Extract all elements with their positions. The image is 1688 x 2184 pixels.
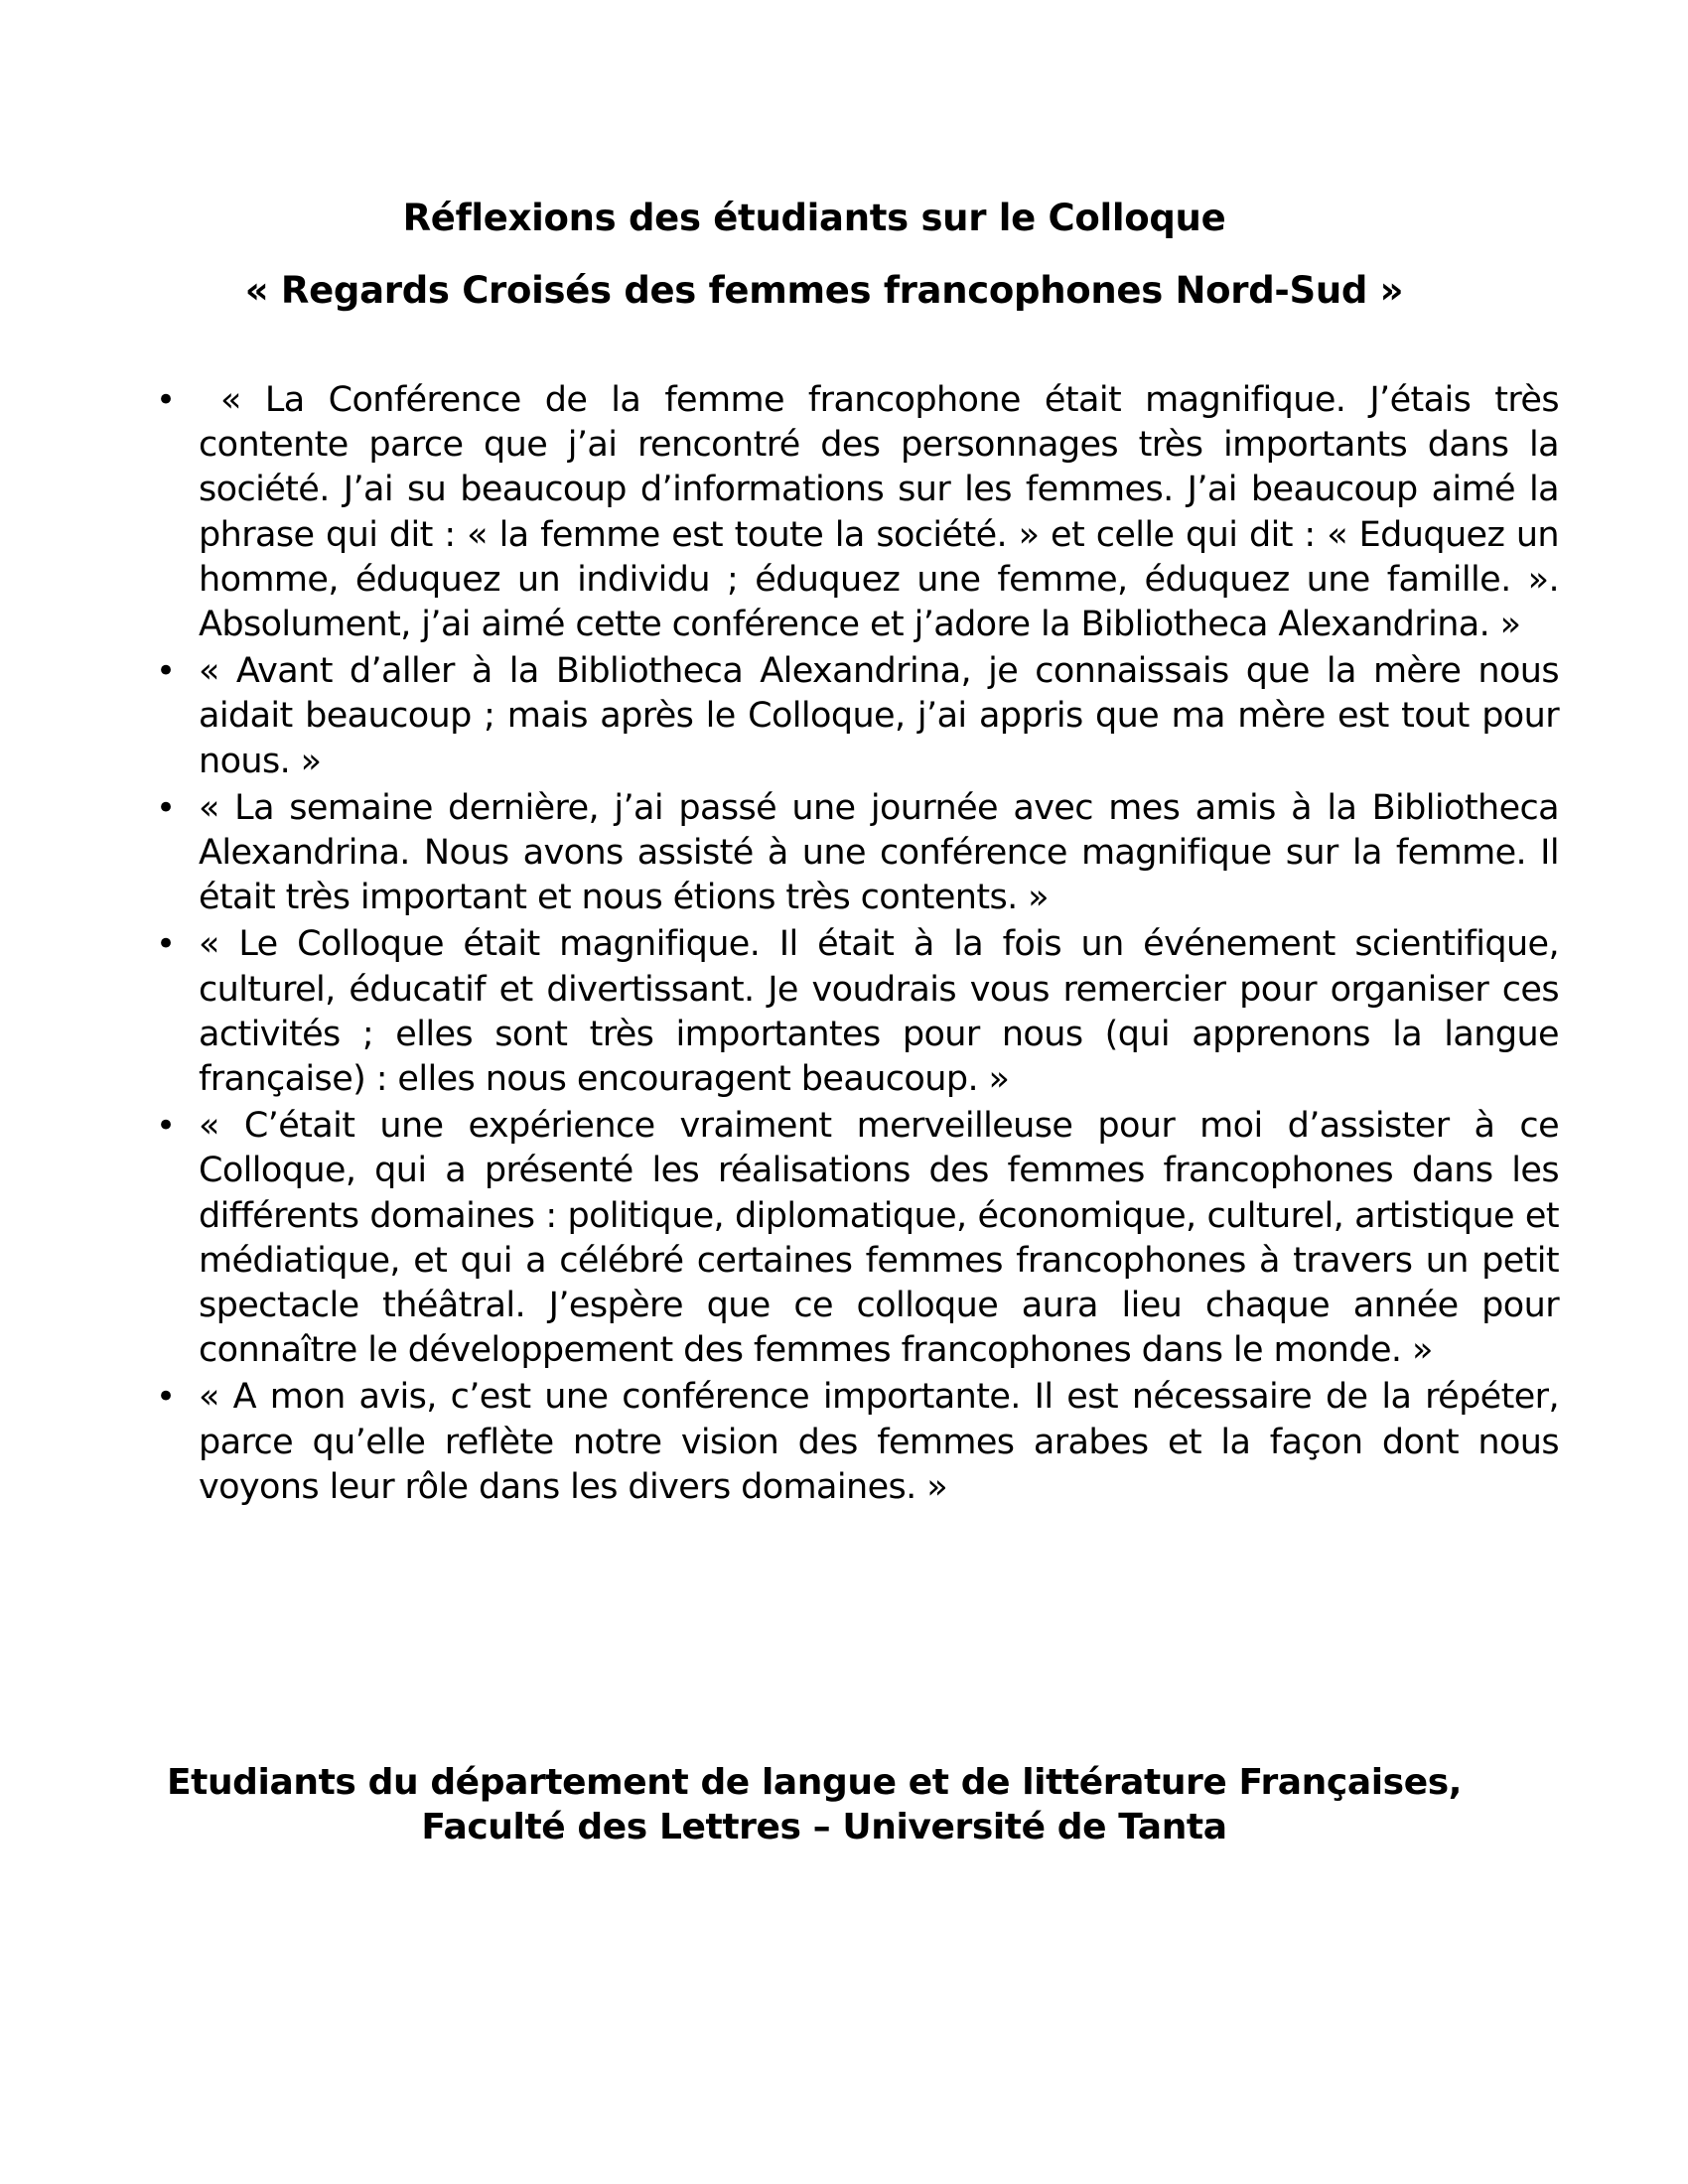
- student-quotes-list: [156, 378, 1559, 1512]
- quote-text: « A mon avis, c’est une conférence importante. Il est nécessaire de la répéter, parce qu’elle reflète notre vision des femmes arabes et la façon dont nous voyons leur rôle dans les divers domaines. »: [199, 1377, 1559, 1507]
- signature-faculty: Faculté des Lettres – Université de Tanta: [421, 1807, 1227, 1847]
- quote-text: « Avant d’aller à la Bibliotheca Alexandrina, je connaissais que la mère nous aidait beaucoup ; mais après le Colloque, j’ai appris que ma mère est tout pour nous. »: [199, 651, 1559, 781]
- bullet-icon: •: [156, 787, 176, 828]
- document-title: Réflexions des étudiants sur le Colloque: [402, 197, 1226, 239]
- quote-item: [156, 1104, 1559, 1373]
- quote-item: [156, 786, 1559, 921]
- bullet-icon: •: [156, 924, 176, 965]
- bullet-icon: •: [156, 651, 176, 692]
- quote-item: [156, 649, 1559, 784]
- quote-item: [156, 922, 1559, 1102]
- quote-text: « Le Colloque était magnifique. Il était à la fois un événement scientifique, culturel, éducatif et divertissant. Je voudrais vous remercier pour organiser ces activités ; elles sont très importantes pour nous (qui apprenons la langue française) : elles nous encouragent beaucoup. »: [199, 924, 1559, 1100]
- document-subtitle: « Regards Croisés des femmes francophones Nord-Sud »: [244, 269, 1404, 312]
- quote-text: « C’était une expérience vraiment merveilleuse pour moi d’assister à ce Colloque, qui a présenté les réalisations des femmes francophones dans les différents domaines : politique, diplomatique, économique, culturel, artistique et médiatique, et qui a célébré certaines femmes francophones à travers un petit spectacle théâtral. J’espère que ce colloque aura lieu chaque année pour connaître le développement des femmes francophones dans le monde. »: [199, 1106, 1559, 1371]
- quote-item: [156, 1375, 1559, 1510]
- quote-item: [156, 378, 1559, 647]
- quote-text: « La semaine dernière, j’ai passé une journée avec mes amis à la Bibliotheca Alexandrina. Nous avons assisté à une conférence magnifique sur la femme. Il était très important et nous étions très contents. »: [199, 787, 1559, 918]
- bullet-icon: •: [156, 380, 176, 420]
- bullet-icon: •: [156, 1106, 176, 1147]
- quote-text: « La Conférence de la femme francophone était magnifique. J’étais très contente parce que j’ai rencontré des personnages très importants dans la société. J’ai su beaucoup d’informations sur les femmes. J’ai beaucoup aimé la phrase qui dit : « la femme est toute la société. » et celle qui dit : « Eduquez un homme, éduquez un individu ; éduquez une femme, éduquez une famille. ». Absolument, j’ai aimé cette conférence et j’adore la Bibliotheca Alexandrina. »: [199, 380, 1559, 645]
- bullet-icon: •: [156, 1377, 176, 1418]
- signature-department: Etudiants du département de langue et de littérature Françaises,: [166, 1762, 1463, 1803]
- signature-block: [0, 1760, 1688, 1849]
